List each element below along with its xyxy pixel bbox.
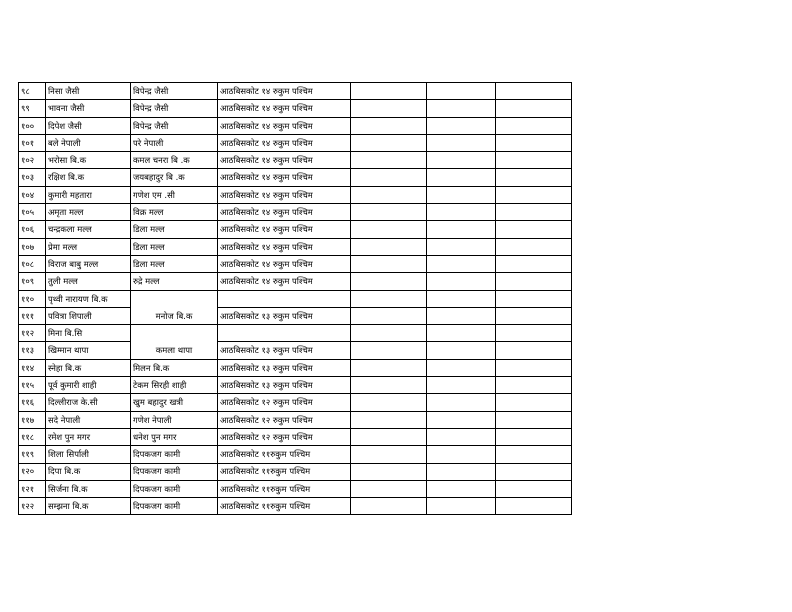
table-row xyxy=(19,117,572,134)
empty-cell xyxy=(427,480,496,497)
serial-cell: १०२ xyxy=(19,152,46,169)
table-row xyxy=(19,204,572,221)
empty-cell xyxy=(351,377,427,394)
name-cell: कुमारी महतारा xyxy=(46,186,131,203)
name-cell: दिपेश जैसी xyxy=(46,117,131,134)
table-row xyxy=(19,169,572,186)
name-cell: शिला सिर्पाली xyxy=(46,446,131,463)
table-row xyxy=(19,325,572,342)
guardian-cell: विपेन्द्र जैसी xyxy=(131,100,218,117)
empty-cell xyxy=(351,498,427,515)
empty-cell xyxy=(496,83,572,100)
address-cell: आठबिसकोट १४ रुकुम पश्चिम xyxy=(218,117,351,134)
serial-cell: ९९ xyxy=(19,100,46,117)
empty-cell xyxy=(351,134,427,151)
empty-cell xyxy=(496,307,572,324)
table-row xyxy=(19,359,572,376)
empty-cell xyxy=(427,342,496,359)
name-cell: पवित्रा शिपाली xyxy=(46,307,131,324)
serial-cell: १११ xyxy=(19,307,46,324)
name-cell: सिर्जना बि.क xyxy=(46,480,131,497)
empty-cell xyxy=(496,359,572,376)
name-cell: चन्द्रकला मल्ल xyxy=(46,221,131,238)
table-row xyxy=(19,238,572,255)
empty-cell xyxy=(427,221,496,238)
empty-cell xyxy=(496,498,572,515)
empty-cell xyxy=(351,186,427,203)
name-cell: बले नेपाली xyxy=(46,134,131,151)
address-cell: आठबिसकोट १४ रुकुम पश्चिम xyxy=(218,100,351,117)
address-cell: आठबिसकोट १४ रुकुम पश्चिम xyxy=(218,152,351,169)
serial-cell: १०८ xyxy=(19,255,46,272)
table-row xyxy=(19,255,572,272)
empty-cell xyxy=(351,221,427,238)
table-row xyxy=(19,307,572,324)
empty-cell xyxy=(496,204,572,221)
empty-cell xyxy=(496,238,572,255)
serial-cell: ११७ xyxy=(19,411,46,428)
address-cell: आठबिसकोट १४ रुकुम पश्चिम xyxy=(218,186,351,203)
empty-cell xyxy=(351,463,427,480)
address-cell: आठबिसकोट ११रुकुम पश्चिम xyxy=(218,498,351,515)
empty-cell xyxy=(351,290,427,307)
name-cell: रमेश पुन मगर xyxy=(46,428,131,445)
table-row xyxy=(19,480,572,497)
empty-cell xyxy=(496,186,572,203)
empty-cell xyxy=(351,83,427,100)
empty-cell xyxy=(427,204,496,221)
empty-cell xyxy=(427,169,496,186)
table-row xyxy=(19,221,572,238)
table-row xyxy=(19,377,572,394)
empty-cell xyxy=(427,498,496,515)
empty-cell xyxy=(427,255,496,272)
guardian-cell: खुम बहादुर खत्री xyxy=(131,394,218,411)
empty-cell xyxy=(427,152,496,169)
empty-cell xyxy=(427,238,496,255)
serial-cell: १२२ xyxy=(19,498,46,515)
table-row xyxy=(19,152,572,169)
empty-cell xyxy=(427,359,496,376)
empty-cell xyxy=(427,307,496,324)
empty-cell xyxy=(496,463,572,480)
name-cell: पूर्व कुमारी शाही xyxy=(46,377,131,394)
name-cell: प्रेमा मल्ल xyxy=(46,238,131,255)
serial-cell: १०४ xyxy=(19,186,46,203)
empty-cell xyxy=(351,480,427,497)
guardian-cell: रुद्रे मल्ल xyxy=(131,273,218,290)
name-cell: पृथ्वी नारायण बि.क xyxy=(46,290,131,307)
address-cell: आठबिसकोट ११रुकुम पश्चिम xyxy=(218,463,351,480)
empty-cell xyxy=(427,290,496,307)
address-cell: आठबिसकोट १४ रुकुम पश्चिम xyxy=(218,273,351,290)
empty-cell xyxy=(351,411,427,428)
name-cell: अमृता मल्ल xyxy=(46,204,131,221)
guardian-cell: कमल चनरा बि .क xyxy=(131,152,218,169)
serial-cell: १०० xyxy=(19,117,46,134)
guardian-cell: दिपकजग कामी xyxy=(131,480,218,497)
empty-cell xyxy=(351,255,427,272)
table-row xyxy=(19,134,572,151)
guardian-cell-merged: मनोज बि.क xyxy=(131,290,218,325)
name-cell: निसा जैसी xyxy=(46,83,131,100)
empty-cell xyxy=(351,446,427,463)
guardian-cell: जयबहादुर बि .क xyxy=(131,169,218,186)
empty-cell xyxy=(351,394,427,411)
table-row xyxy=(19,411,572,428)
empty-cell xyxy=(218,325,351,342)
serial-cell: ११४ xyxy=(19,359,46,376)
name-cell: मिना बि.सि xyxy=(46,325,131,342)
name-cell: रक्षिश बि.क xyxy=(46,169,131,186)
guardian-cell: डिला मल्ल xyxy=(131,238,218,255)
serial-cell: ११८ xyxy=(19,428,46,445)
serial-cell: १२० xyxy=(19,463,46,480)
empty-cell xyxy=(427,325,496,342)
empty-cell xyxy=(351,204,427,221)
empty-cell xyxy=(496,394,572,411)
table-row xyxy=(19,83,572,100)
empty-cell xyxy=(427,463,496,480)
empty-cell xyxy=(351,117,427,134)
empty-cell xyxy=(351,428,427,445)
name-cell: खिम्मान थापा xyxy=(46,342,131,359)
name-cell: भावना जैसी xyxy=(46,100,131,117)
address-cell: आठबिसकोट १३ रुकुम पश्चिम xyxy=(218,359,351,376)
guardian-cell: विपेन्द्र जैसी xyxy=(131,83,218,100)
address-cell: आठबिसकोट ११रुकुम पश्चिम xyxy=(218,480,351,497)
serial-cell: ९८ xyxy=(19,83,46,100)
address-cell: आठबिसकोट १४ रुकुम पश्चिम xyxy=(218,238,351,255)
empty-cell xyxy=(427,273,496,290)
name-cell: विराज बाबु मल्ल xyxy=(46,255,131,272)
guardian-cell: गणेश एम .सी xyxy=(131,186,218,203)
name-cell: सम्झना बि.क xyxy=(46,498,131,515)
guardian-cell: डिला मल्ल xyxy=(131,221,218,238)
serial-cell: ११३ xyxy=(19,342,46,359)
guardian-cell: मिलन बि.क xyxy=(131,359,218,376)
empty-cell xyxy=(351,238,427,255)
empty-cell xyxy=(496,411,572,428)
empty-cell xyxy=(351,307,427,324)
empty-cell xyxy=(351,273,427,290)
empty-cell xyxy=(496,428,572,445)
address-cell: आठबिसकोट १४ रुकुम पश्चिम xyxy=(218,134,351,151)
empty-cell xyxy=(427,394,496,411)
empty-cell xyxy=(427,411,496,428)
serial-cell: १०३ xyxy=(19,169,46,186)
guardian-cell-merged: कमला थापा xyxy=(131,325,218,360)
table-row xyxy=(19,186,572,203)
table-row xyxy=(19,394,572,411)
table-row xyxy=(19,100,572,117)
address-cell: आठबिसकोट १२ रुकुम पश्चिम xyxy=(218,428,351,445)
empty-cell xyxy=(496,152,572,169)
empty-cell xyxy=(427,186,496,203)
serial-cell: १०७ xyxy=(19,238,46,255)
guardian-cell: गणेश नेपाली xyxy=(131,411,218,428)
empty-cell xyxy=(351,342,427,359)
address-cell: आठबिसकोट १२ रुकुम पश्चिम xyxy=(218,411,351,428)
guardian-cell: परे नेपाली xyxy=(131,134,218,151)
empty-cell xyxy=(496,255,572,272)
serial-cell: ११० xyxy=(19,290,46,307)
guardian-cell: दिपकजग कामी xyxy=(131,498,218,515)
serial-cell: १०६ xyxy=(19,221,46,238)
name-cell: भरोसा बि.क xyxy=(46,152,131,169)
guardian-cell: डिला मल्ल xyxy=(131,255,218,272)
guardian-cell: टेकम सिरही शाही xyxy=(131,377,218,394)
empty-cell xyxy=(496,169,572,186)
empty-cell xyxy=(351,152,427,169)
serial-cell: १०५ xyxy=(19,204,46,221)
guardian-cell: विपेन्द्र जैसी xyxy=(131,117,218,134)
address-cell: आठबिसकोट १३ रुकुम पश्चिम xyxy=(218,307,351,324)
name-cell: दिल्लीराज के.सी xyxy=(46,394,131,411)
empty-cell xyxy=(351,325,427,342)
serial-cell: १०१ xyxy=(19,134,46,151)
address-cell: आठबिसकोट १४ रुकुम पश्चिम xyxy=(218,83,351,100)
empty-cell xyxy=(496,342,572,359)
serial-cell: १२१ xyxy=(19,480,46,497)
empty-cell xyxy=(496,480,572,497)
guardian-cell: विक्र मल्ल xyxy=(131,204,218,221)
empty-cell xyxy=(427,377,496,394)
empty-cell xyxy=(351,359,427,376)
serial-cell: १०९ xyxy=(19,273,46,290)
empty-cell xyxy=(427,446,496,463)
name-cell: सदे नेपाली xyxy=(46,411,131,428)
empty-cell xyxy=(496,117,572,134)
address-cell: आठबिसकोट ११रुकुम पश्चिम xyxy=(218,446,351,463)
empty-cell xyxy=(496,221,572,238)
empty-cell xyxy=(427,100,496,117)
table-row xyxy=(19,446,572,463)
address-cell: आठबिसकोट १४ रुकुम पश्चिम xyxy=(218,204,351,221)
table-row xyxy=(19,273,572,290)
table-row xyxy=(19,463,572,480)
name-cell: दिपा बि.क xyxy=(46,463,131,480)
table-row xyxy=(19,498,572,515)
empty-cell xyxy=(496,273,572,290)
empty-cell xyxy=(496,446,572,463)
address-cell: आठबिसकोट १३ रुकुम पश्चिम xyxy=(218,377,351,394)
serial-cell: ११९ xyxy=(19,446,46,463)
empty-cell xyxy=(496,100,572,117)
guardian-cell: दिपकजग कामी xyxy=(131,463,218,480)
address-cell: आठबिसकोट १४ रुकुम पश्चिम xyxy=(218,169,351,186)
empty-cell xyxy=(496,290,572,307)
name-cell: तुली मल्ल xyxy=(46,273,131,290)
address-cell: आठबिसकोट १४ रुकुम पश्चिम xyxy=(218,221,351,238)
serial-cell: ११६ xyxy=(19,394,46,411)
name-cell: स्नेहा बि.क xyxy=(46,359,131,376)
table-row xyxy=(19,290,572,307)
empty-cell xyxy=(427,117,496,134)
table-row xyxy=(19,342,572,359)
empty-cell xyxy=(218,290,351,307)
empty-cell xyxy=(351,100,427,117)
empty-cell xyxy=(496,325,572,342)
empty-cell xyxy=(427,83,496,100)
empty-cell xyxy=(427,428,496,445)
serial-cell: ११२ xyxy=(19,325,46,342)
address-cell: आठबिसकोट १३ रुकुम पश्चिम xyxy=(218,342,351,359)
empty-cell xyxy=(496,134,572,151)
address-cell: आठबिसकोट १२ रुकुम पश्चिम xyxy=(218,394,351,411)
serial-cell: ११५ xyxy=(19,377,46,394)
guardian-cell: धनेश पुन मगर xyxy=(131,428,218,445)
beneficiary-table xyxy=(18,82,572,515)
table-row xyxy=(19,428,572,445)
empty-cell xyxy=(351,169,427,186)
address-cell: आठबिसकोट १४ रुकुम पश्चिम xyxy=(218,255,351,272)
empty-cell xyxy=(496,377,572,394)
guardian-cell: दिपकजग कामी xyxy=(131,446,218,463)
empty-cell xyxy=(427,134,496,151)
